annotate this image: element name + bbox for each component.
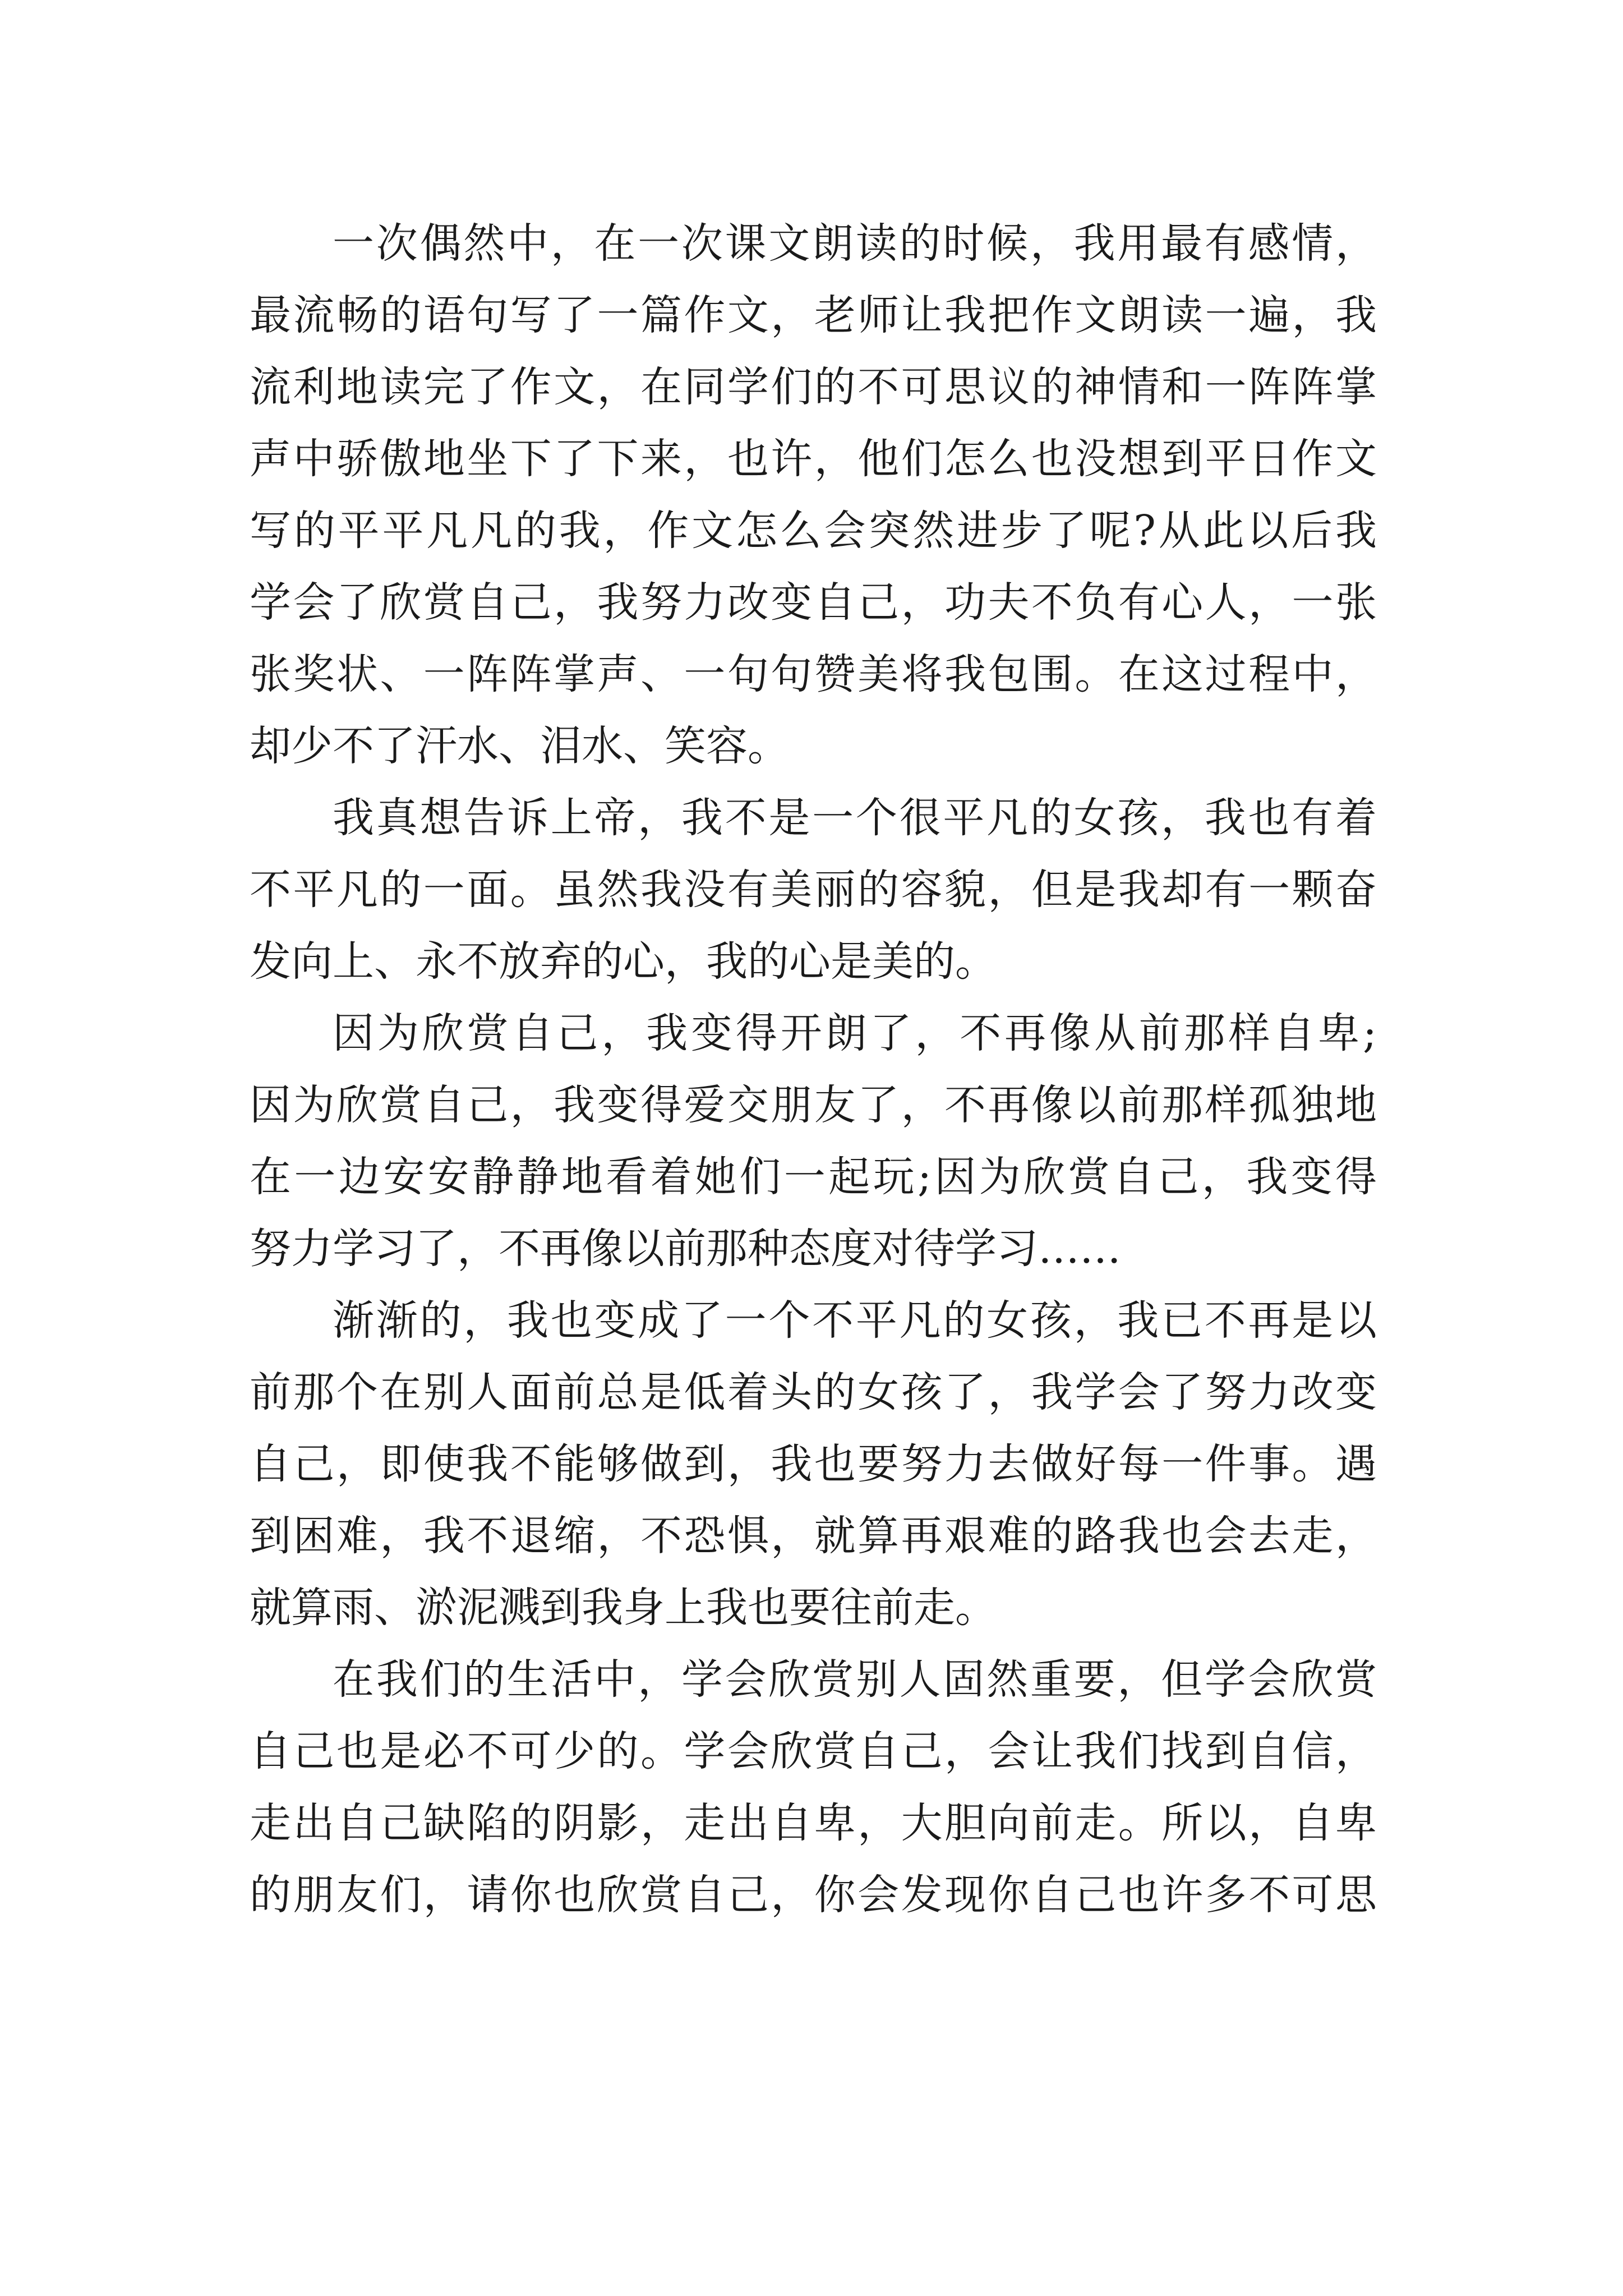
paragraph <box>250 1285 1377 1644</box>
paragraph <box>250 1644 1377 1931</box>
text-line: 走出自己缺陷的阴影，走出自卑，大胆向前走。所以，自卑 <box>250 1799 1377 1847</box>
paragraph <box>250 208 1377 782</box>
paragraph <box>250 782 1377 997</box>
text-line: 我真想告诉上帝，我不是一个很平凡的女孩，我也有着 <box>333 794 1377 842</box>
text-line: 努力学习了，不再像以前那种态度对待学习…… <box>250 1225 1121 1273</box>
text-line: 到困难，我不退缩，不恐惧，就算再艰难的路我也会去走， <box>250 1512 1377 1560</box>
text-line: 不平凡的一面。虽然我没有美丽的容貌，但是我却有一颗奋 <box>250 866 1377 914</box>
essay-body <box>250 208 1377 1931</box>
text-line: 声中骄傲地坐下了下来，也许，他们怎么也没想到平日作文 <box>250 435 1377 483</box>
text-line: 在一边安安静静地看着她们一起玩;因为欣赏自己，我变得 <box>250 1153 1377 1201</box>
text-line: 一次偶然中，在一次课文朗读的时候，我用最有感情， <box>333 219 1377 268</box>
paragraph <box>250 997 1377 1285</box>
text-line: 因为欣赏自己，我变得开朗了，不再像从前那样自卑; <box>333 1009 1377 1057</box>
text-line: 自己也是必不可少的。学会欣赏自己，会让我们找到自信， <box>250 1727 1377 1775</box>
text-line: 在我们的生活中，学会欣赏别人固然重要，但学会欣赏 <box>333 1655 1377 1704</box>
text-line: 就算雨、淤泥溅到我身上我也要往前走。 <box>250 1584 997 1632</box>
text-line: 学会了欣赏自己，我努力改变自己，功夫不负有心人，一张 <box>250 578 1377 627</box>
text-line: 渐渐的，我也变成了一个不平凡的女孩，我已不再是以 <box>333 1296 1377 1345</box>
text-line: 前那个在别人面前总是低着头的女孩了，我学会了努力改变 <box>250 1368 1377 1416</box>
text-line: 发向上、永不放弃的心，我的心是美的。 <box>250 937 997 986</box>
text-line: 最流畅的语句写了一篇作文，老师让我把作文朗读一遍，我 <box>250 291 1377 339</box>
text-line: 写的平平凡凡的我，作文怎么会突然进步了呢?从此以后我 <box>250 507 1377 555</box>
text-line: 流利地读完了作文，在同学们的不可思议的神情和一阵阵掌 <box>250 363 1377 411</box>
text-line: 却少不了汗水、泪水、笑容。 <box>250 722 789 770</box>
text-line: 的朋友们，请你也欣赏自己，你会发现你自己也许多不可思 <box>250 1871 1377 1919</box>
text-line: 张奖状、一阵阵掌声、一句句赞美将我包围。在这过程中， <box>250 650 1377 698</box>
text-line: 因为欣赏自己，我变得爱交朋友了，不再像以前那样孤独地 <box>250 1081 1377 1129</box>
text-line: 自己，即使我不能够做到，我也要努力去做好每一件事。遇 <box>250 1440 1377 1488</box>
